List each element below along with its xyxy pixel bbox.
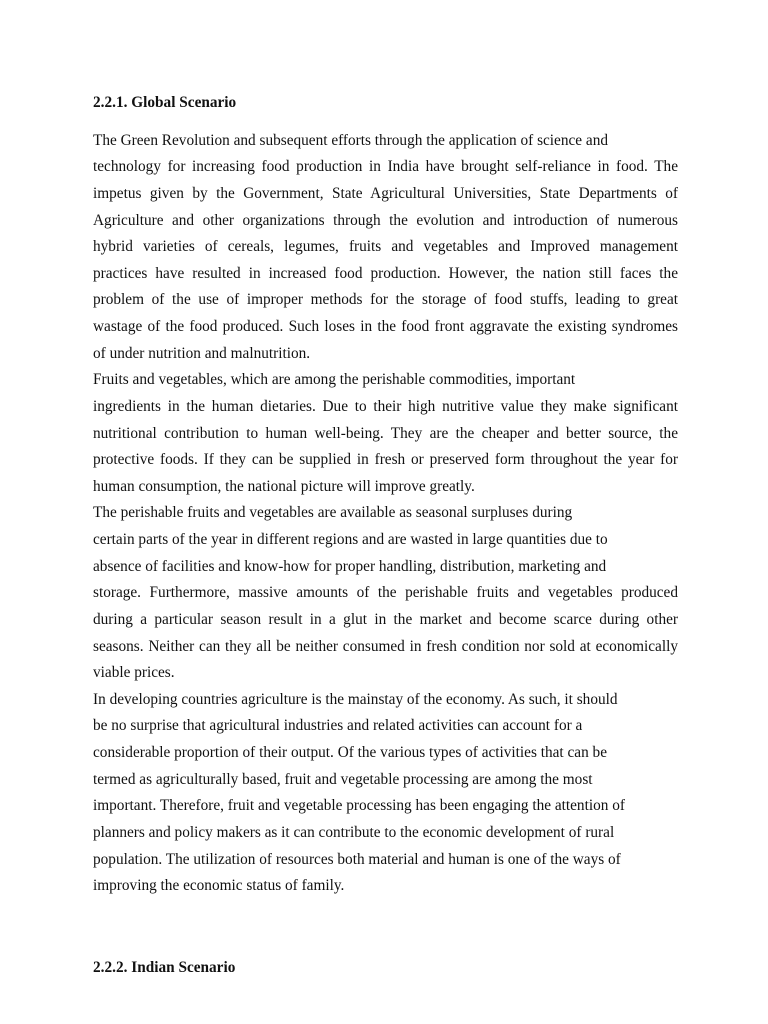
- body-line: considerable proportion of their output. Of the various types of activities that can be: [93, 744, 607, 762]
- body-line: problem of the use of improper methods for the storage of food stuffs, leading to great: [93, 291, 678, 309]
- body-line: The perishable fruits and vegetables are available as seasonal surpluses during: [93, 504, 573, 522]
- body-line: impetus given by the Government, State Agricultural Universities, State Departments of: [93, 184, 678, 202]
- body-line: termed as agriculturally based, fruit and vegetable processing are among the most: [93, 770, 593, 788]
- body-line: protective foods. If they can be supplied in fresh or preserved form throughout the year for: [93, 451, 678, 469]
- body-line: ingredients in the human dietaries. Due to their high nutritive value they make significant: [93, 397, 678, 415]
- body-line: In developing countries agriculture is the mainstay of the economy. As such, it should: [93, 690, 618, 708]
- body-line: Agriculture and other organizations through the evolution and introduction of numerous: [93, 211, 678, 229]
- body-line: important. Therefore, fruit and vegetable processing has been engaging the attention of: [93, 797, 625, 815]
- body-line: nutritional contribution to human well-being. They are the cheaper and better source, the: [93, 424, 678, 442]
- body-line: hybrid varieties of cereals, legumes, fruits and vegetables and Improved management: [93, 238, 678, 256]
- body-line: absence of facilities and know-how for proper handling, distribution, marketing and: [93, 557, 607, 575]
- body-line: storage. Furthermore, massive amounts of the perishable fruits and vegetables produced: [93, 584, 678, 602]
- body-line: wastage of the food produced. Such loses in the food front aggravate the existing syndromes: [93, 318, 678, 336]
- section-heading-global-scenario: 2.2.1. Global Scenario: [93, 93, 237, 111]
- page-content: [93, 90, 678, 982]
- body-line: practices have resulted in increased food production. However, the nation still faces the: [93, 264, 678, 282]
- body-line: technology for increasing food production in India have brought self-reliance in food. The: [93, 158, 678, 176]
- body-line: human consumption, the national picture will improve greatly.: [93, 477, 475, 495]
- body-line: population. The utilization of resources both material and human is one of the ways of: [93, 850, 621, 868]
- body-line: during a particular season result in a glut in the market and become scarce during other: [93, 610, 678, 628]
- body-line: improving the economic status of family.: [93, 877, 345, 895]
- body-line: be no surprise that agricultural industries and related activities can account for a: [93, 717, 583, 735]
- body-line: planners and policy makers as it can contribute to the economic development of rural: [93, 823, 615, 841]
- body-line: The Green Revolution and subsequent efforts through the application of science and: [93, 131, 608, 149]
- body-line: seasons. Neither can they all be neither consumed in fresh condition nor sold at economically: [93, 637, 678, 655]
- body-line: Fruits and vegetables, which are among the perishable commodities, important: [93, 371, 576, 389]
- section-heading-indian-scenario: 2.2.2. Indian Scenario: [93, 959, 236, 977]
- section-body-global-scenario: [93, 128, 678, 900]
- body-line: viable prices.: [93, 664, 175, 682]
- body-line: certain parts of the year in different regions and are wasted in large quantities due to: [93, 531, 608, 549]
- body-line: of under nutrition and malnutrition.: [93, 344, 311, 362]
